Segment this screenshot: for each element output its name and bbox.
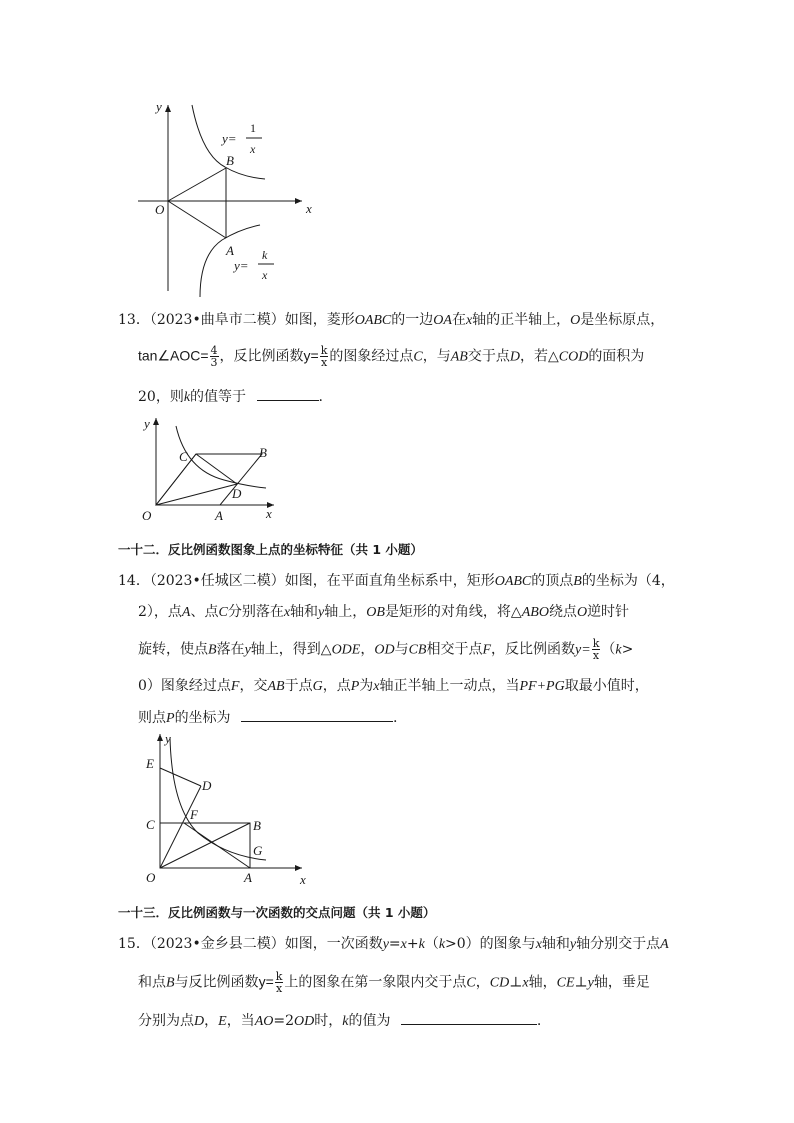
label-a: A [215,508,223,523]
hyperbola [170,738,266,860]
label-o: O [155,202,165,217]
q14-line3: 旋转，使点B落在y轴上，得到△ODE，OD与CB相交于点F，反比例函数y= $\frac{k}{x}$ （k> [138,637,634,662]
hyperbola [176,426,266,488]
q15-line3: 分别为点D，E，当AO=2OD时，k的值为 . [138,1013,542,1029]
label-x: x [300,872,306,887]
section-heading-12: 一十二．反比例函数图象上点的坐标特征（共 1 小题） [118,542,423,557]
fraction-k-x: $\frac{k}{x}$ [320,344,328,369]
eq1-num: 1 [250,121,256,135]
q14-line2: 2），点A、点C分别落在x轴和y轴上，OB是矩形的对角线，将△ABO绕点O逆时针 [138,604,630,620]
segment-oa [168,201,226,238]
section-heading-13: 一十三．反比例函数与一次函数的交点问题（共 1 小题） [118,905,436,920]
label-c: C [146,817,155,832]
label-e: E [146,756,154,771]
q15-line2: 和点B与反比例函数y= $\frac{k}{x}$ 上的图象在第一象限内交于点C，CD⊥x轴，CE⊥y轴，垂足 [138,970,650,995]
answer-blank-q15[interactable] [401,1012,537,1025]
eq2-den: x [262,268,268,282]
q14-line5: 则点P的坐标为 . [138,710,398,726]
segment-ed [160,768,201,786]
answer-blank-q13[interactable] [257,388,319,401]
eq2-lhs: y= [234,258,249,273]
label-f: F [190,807,198,822]
segment-oc [156,454,196,505]
label-y: y [144,416,150,431]
answer-blank-q14[interactable] [241,709,393,722]
figure-q13 [138,412,283,524]
segment-od [160,786,201,868]
q14-line4: 0）图象经过点F，交AB于点G，点P为x轴正半轴上一动点，当PF+PG取最小值时， [138,678,649,694]
segment-ob [168,168,226,201]
q14-line1: 14．（2023•任城区二模）如图，在平面直角坐标系中，矩形OABC的顶点B的坐标为（4， [118,573,675,589]
label-x: x [266,506,272,521]
label-b: B [259,445,267,460]
label-y: y [165,731,171,746]
rhombus-oabc [156,454,262,505]
segment-ob [160,823,250,868]
fraction-k-x: $\frac{k}{x}$ [592,637,600,662]
segment-od [156,484,237,505]
eq1-lhs: y= [222,131,237,146]
figure-q12 [130,95,330,300]
label-d: D [232,486,242,501]
fraction-k-x: $\frac{k}{x}$ [275,970,283,995]
label-a: A [244,870,252,885]
label-g: G [253,843,263,858]
q15-line1: 15．（2023•金乡县二模）如图，一次函数y=x+k（k>0）的图象与x轴和y轴分别交于点A [118,936,669,952]
q13-line2: tan∠AOC= $\frac{4}{3}$ ，反比例函数y= $\frac{k}{x}$ 的图象经过点C，与AB交于点D，若△COD的面积为 [138,344,645,369]
label-o: O [146,870,156,885]
eq1-den: x [250,142,256,156]
label-a: A [226,243,234,258]
eq2-num: k [262,248,268,262]
q13-line1: 13．（2023•曲阜市二模）如图，菱形OABC的一边OA在x轴的正半轴上，O是坐标原点， [118,312,665,328]
label-b: B [226,153,234,168]
figure-q14 [138,728,318,893]
label-d: D [202,778,212,793]
hyperbola-lower [200,225,260,297]
q13-line3: 20，则k的值等于 . [138,389,323,405]
fraction-4-3: $\frac{4}{3}$ [210,344,218,369]
label-c: C [179,449,188,464]
label-x: x [306,201,312,216]
label-y: y [156,99,162,114]
label-o: O [142,508,152,523]
label-b: B [253,818,261,833]
segment-cd [196,454,237,484]
